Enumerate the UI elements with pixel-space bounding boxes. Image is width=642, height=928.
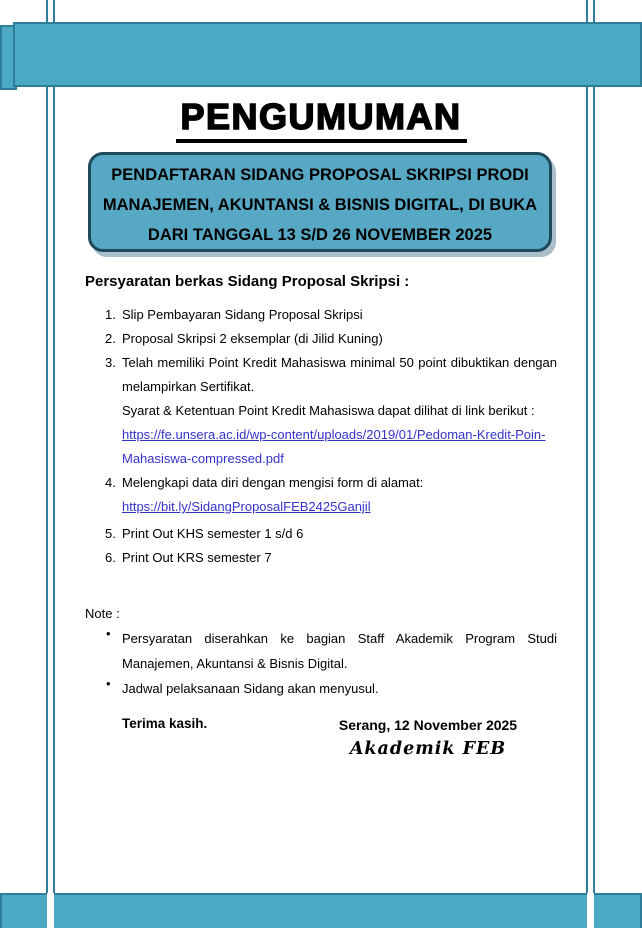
announcement-line-1: PENDAFTARAN SIDANG PROPOSAL SKRIPSI PRODI <box>111 166 529 184</box>
bitly-form-link[interactable]: https://bit.ly/SidangProposalFEB2425Ganjil <box>122 499 371 514</box>
list-item-text: Telah memiliki Point Kredit Mahasiswa minimal 50 point dibuktikan dengan <box>122 355 557 370</box>
list-number: 1. <box>105 307 116 322</box>
note-bullet-item <box>85 676 557 701</box>
list-item-text: Slip Pembayaran Sidang Proposal Skripsi <box>122 307 363 322</box>
note-bullet-text: Persyaratan diserahkan ke bagian Staff Akademik Program Studi <box>122 631 557 646</box>
top-banner-bar <box>13 22 642 87</box>
list-number: 5. <box>105 526 116 541</box>
title-row <box>0 97 642 143</box>
list-item <box>85 303 557 327</box>
list-item <box>85 546 557 570</box>
list-item-text: Proposal Skripsi 2 eksemplar (di Jilid Kuning) <box>122 331 383 346</box>
note-label: Note : <box>85 606 120 621</box>
list-item-text: Print Out KHS semester 1 s/d 6 <box>122 526 304 541</box>
list-item-text: melampirkan Sertifikat. <box>122 379 255 394</box>
list-item <box>85 471 557 519</box>
bullet-glyph: • <box>106 676 111 691</box>
list-item <box>85 351 557 471</box>
list-item <box>85 522 557 546</box>
list-item <box>85 327 557 351</box>
list-item-text: Syarat & Ketentuan Point Kredit Mahasiswa dapat dilihat di link berikut : <box>122 403 535 418</box>
list-item-text: Melengkapi data diri dengan mengisi form di alamat: <box>122 475 424 490</box>
announcement-box <box>88 152 552 252</box>
requirements-heading: Persyaratan berkas Sidang Proposal Skripsi : <box>85 273 410 290</box>
announcement-line-3: DARI TANGGAL 13 S/D 26 NOVEMBER 2025 <box>147 226 493 244</box>
pedoman-kredit-poin-link[interactable]: https://fe.unsera.ac.id/wp-content/uploads/2019/01/Pedoman-Kredit-Poin- <box>122 427 546 442</box>
signature-signer: Akademik FEB <box>349 739 507 759</box>
closing-thanks: Terima kasih. <box>122 716 208 731</box>
page-title: PENGUMUMAN <box>176 97 467 143</box>
list-number: 4. <box>105 475 116 490</box>
list-number: 2. <box>105 331 116 346</box>
note-bullet-item <box>85 626 557 676</box>
signature-block <box>337 714 519 762</box>
bullet-glyph: • <box>106 626 111 641</box>
note-bullet-text: Manajemen, Akuntansi & Bisnis Digital. <box>122 656 348 671</box>
note-bullet-text: Jadwal pelaksanaan Sidang akan menyusul. <box>122 681 379 696</box>
announcement-line-2: MANAJEMEN, AKUNTANSI & BISNIS DIGITAL, DI BUKA <box>102 196 538 214</box>
bottom-banner-bar <box>0 893 642 928</box>
body-content <box>85 272 557 734</box>
bottom-bar-left-gap <box>47 893 54 928</box>
list-number: 3. <box>105 355 116 370</box>
list-number: 6. <box>105 550 116 565</box>
pedoman-kredit-poin-link-continuation[interactable]: Mahasiswa-compressed.pdf <box>122 451 284 466</box>
list-item-text: Print Out KRS semester 7 <box>122 550 272 565</box>
bottom-bar-right-gap <box>587 893 594 928</box>
signature-place-date: Serang, 12 November 2025 <box>338 717 518 733</box>
